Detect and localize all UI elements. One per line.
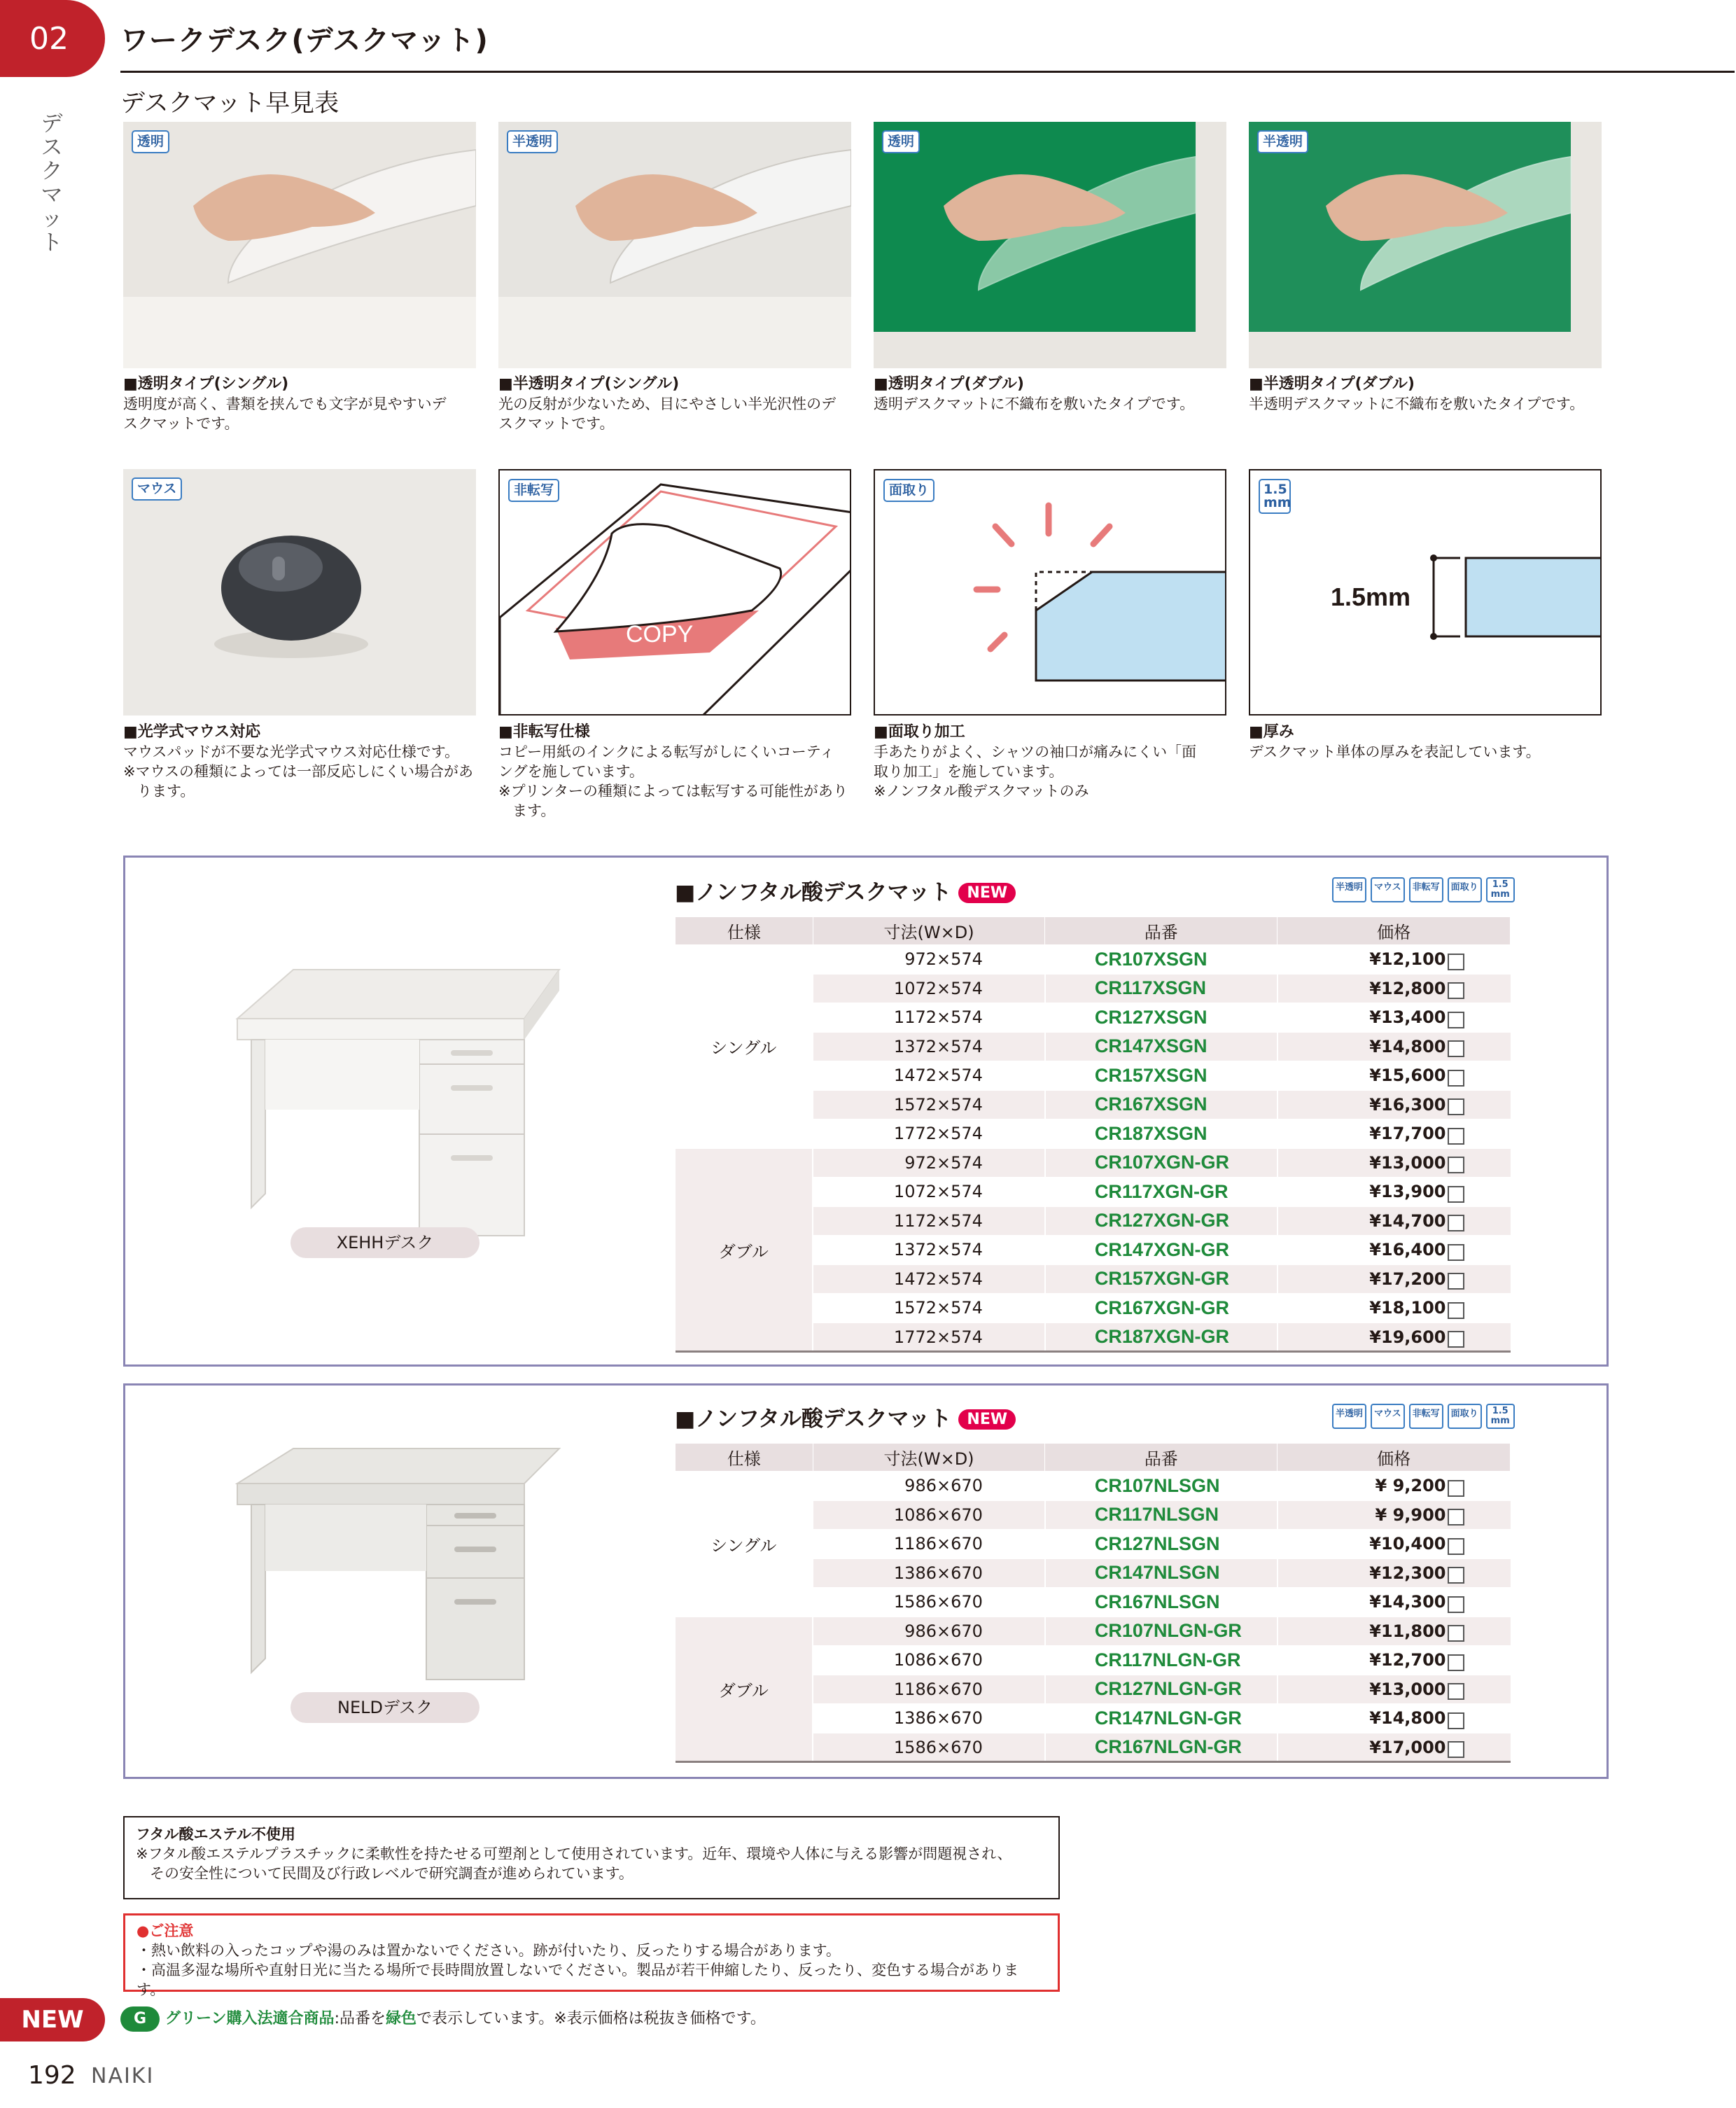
feature-text: ングを施しています。	[498, 763, 644, 780]
feature-photo-mouse	[123, 469, 476, 716]
phthalate-note-body: ※フタル酸エステルプラスチックに柔軟性を持たせる可塑剤として使用されています。近年、環境や人体に与える影響が問題視され、	[136, 1845, 1012, 1862]
green-purchase-label: グリーン購入法適合商品	[165, 2010, 335, 2027]
size-cell: 1472×574	[813, 1264, 1045, 1294]
code-cell: CR157XGN-GR	[1045, 1264, 1278, 1294]
clear-mat-photo	[123, 122, 476, 368]
product-title	[675, 874, 1016, 906]
side-label-char: マ	[41, 183, 63, 208]
table-header-row	[676, 1444, 1511, 1472]
feature-note: ※マウスの種類によっては一部反応しにくい場合があります。	[123, 763, 473, 800]
chamfer-icon: 面取り	[1448, 877, 1482, 902]
price-value: ¥16,300	[1369, 1094, 1446, 1115]
side-label-char: ッ	[41, 207, 63, 232]
neld-desk-photo	[230, 1442, 566, 1694]
chamfer-icon: 面取り	[1448, 1404, 1482, 1429]
feature-tag: 1.5 mm	[1259, 479, 1291, 514]
spec-cell: シングル	[676, 1472, 813, 1617]
product-title	[675, 1401, 1016, 1432]
mouse-icon: マウス	[1371, 1404, 1405, 1429]
feature-illus-chamfer	[874, 469, 1226, 716]
feature-title: ■光学式マウス対応	[123, 723, 261, 741]
price-cell	[1278, 1061, 1511, 1091]
feature-caption-clear-double	[874, 375, 1231, 414]
code-cell: CR117XGN-GR	[1045, 1178, 1278, 1207]
caution-line: ・熱い飲料の入ったコップや湯のみは置かないでください。跡が付いたり、反ったりする場合があります。	[136, 1942, 841, 1959]
feature-illus-thickness	[1249, 469, 1602, 716]
price-value: ¥12,100	[1369, 949, 1446, 970]
feature-tag: 透明	[882, 130, 920, 153]
price-value: ¥14,300	[1369, 1592, 1446, 1612]
code-cell: CR147NLGN-GR	[1045, 1704, 1278, 1733]
code-cell: CR147NLSGN	[1045, 1558, 1278, 1588]
feature-note: ※プリンターの種類によっては転写する可能性があります。	[498, 783, 848, 819]
price-value: ¥17,200	[1369, 1269, 1446, 1289]
code-cell: CR107NLGN-GR	[1045, 1617, 1278, 1646]
size-cell: 1372×574	[813, 1236, 1045, 1265]
page-title: ワークデスク(デスクマット)	[120, 25, 489, 57]
code-cell: CR187XGN-GR	[1045, 1322, 1278, 1352]
side-label-char: ス	[41, 135, 63, 160]
feature-text: コピー用紙のインクによる転写がしにくいコーティ	[498, 744, 835, 760]
code-cell: CR147XGN-GR	[1045, 1236, 1278, 1265]
price-value: ¥17,700	[1369, 1124, 1446, 1144]
page-number: 192	[28, 2061, 76, 2090]
feature-text: 透明度が高く、書類を挟んでも文字が見やすいデ	[123, 396, 447, 412]
price-cell	[1278, 1236, 1511, 1265]
spec-cell: シングル	[676, 945, 813, 1149]
non-transfer-icon: 非転写	[1409, 877, 1443, 902]
price-value: ¥14,800	[1369, 1708, 1446, 1729]
side-label-char: ク	[41, 159, 63, 184]
feature-caption-thickness	[1249, 723, 1606, 762]
feature-caption-semiclear-single	[498, 375, 855, 433]
feature-photo-semiclear-double	[1249, 122, 1602, 368]
feature-title: ■厚み	[1249, 723, 1294, 741]
semiclear-icon: 半透明	[1332, 1404, 1366, 1429]
code-cell: CR127NLSGN	[1045, 1530, 1278, 1559]
caution-box	[123, 1913, 1060, 1998]
table-row	[676, 1148, 1511, 1178]
price-table	[675, 916, 1511, 1353]
feature-title: ■透明タイプ(ダブル)	[874, 375, 1024, 393]
size-cell: 1772×574	[813, 1119, 1045, 1149]
price-cell	[1278, 1264, 1511, 1294]
feature-caption-semiclear-double	[1249, 375, 1606, 414]
feature-note: ※ノンフタル酸デスクマットのみ	[874, 783, 1089, 800]
new-badge: NEW	[958, 883, 1016, 903]
code-cell: CR117NLGN-GR	[1045, 1646, 1278, 1675]
product-title-text: ■ノンフタル酸デスクマット	[675, 1407, 952, 1432]
feature-tag: 半透明	[507, 130, 558, 153]
size-cell: 986×670	[813, 1472, 1045, 1501]
feature-text: スクマットです。	[123, 415, 239, 432]
size-cell: 1372×574	[813, 1032, 1045, 1061]
feature-icon-row	[1332, 877, 1515, 902]
price-value: ¥15,600	[1369, 1066, 1446, 1086]
legend-green-word: 緑色	[385, 2010, 416, 2027]
price-cell	[1278, 1704, 1511, 1733]
size-cell: 1086×670	[813, 1646, 1045, 1675]
brand-name: NAIKI	[91, 2064, 155, 2088]
size-cell: 1386×670	[813, 1558, 1045, 1588]
price-cell	[1278, 1472, 1511, 1501]
header-size: 寸法(W×D)	[813, 917, 1045, 945]
price-cell	[1278, 1675, 1511, 1704]
header-size: 寸法(W×D)	[813, 1444, 1045, 1472]
feature-caption-non-transfer	[498, 723, 855, 821]
size-cell: 1186×670	[813, 1675, 1045, 1704]
feature-tag: 非転写	[508, 479, 559, 502]
legend-text: :品番を	[334, 2010, 386, 2027]
price-value: ¥18,100	[1369, 1298, 1446, 1318]
legend-text: で表示しています。※表示価格は税抜き価格です。	[416, 2010, 766, 2027]
size-cell: 986×670	[813, 1617, 1045, 1646]
price-cell	[1278, 1617, 1511, 1646]
feature-text: 透明デスクマットに不織布を敷いたタイプです。	[874, 396, 1195, 412]
thickness-icon: 1.5 mm	[1486, 1404, 1515, 1429]
side-category-label	[38, 112, 66, 255]
desk-label: NELDデスク	[290, 1692, 479, 1723]
feature-title: ■半透明タイプ(シングル)	[498, 375, 680, 393]
code-cell: CR127NLGN-GR	[1045, 1675, 1278, 1704]
price-cell	[1278, 1646, 1511, 1675]
code-cell: CR127XSGN	[1045, 1003, 1278, 1033]
size-cell: 972×574	[813, 1148, 1045, 1178]
code-cell: CR167XSGN	[1045, 1090, 1278, 1119]
price-cell	[1278, 1206, 1511, 1236]
table-row	[676, 1617, 1511, 1646]
feature-title: ■面取り加工	[874, 723, 965, 741]
code-cell: CR117XSGN	[1045, 974, 1278, 1003]
feature-title: ■半透明タイプ(ダブル)	[1249, 375, 1415, 393]
size-cell: 1586×670	[813, 1588, 1045, 1617]
phthalate-note-title: フタル酸エステル不使用	[136, 1826, 296, 1843]
price-value: ¥13,900	[1369, 1182, 1446, 1202]
size-cell: 1072×574	[813, 974, 1045, 1003]
product-title-text: ■ノンフタル酸デスクマット	[675, 880, 952, 905]
size-cell: 1572×574	[813, 1294, 1045, 1323]
code-cell: CR147XSGN	[1045, 1032, 1278, 1061]
size-cell: 1086×670	[813, 1500, 1045, 1530]
spec-cell: ダブル	[676, 1617, 813, 1762]
price-cell	[1278, 1090, 1511, 1119]
side-label-char: ト	[41, 230, 63, 256]
price-cell	[1278, 1322, 1511, 1352]
feature-text: 半透明デスクマットに不織布を敷いたタイプです。	[1249, 396, 1585, 412]
feature-title: ■透明タイプ(シングル)	[123, 375, 289, 393]
price-cell	[1278, 945, 1511, 975]
price-value: ¥12,300	[1369, 1563, 1446, 1583]
thickness-icon: 1.5 mm	[1486, 877, 1515, 902]
semiclear-icon: 半透明	[1332, 877, 1366, 902]
caution-line: ・高温多湿な場所や直射日光に当たる場所で長時間放置しないでください。製品が若干伸縮したり、反ったり、変色する場合があります。	[136, 1962, 1018, 1998]
feature-tag: 面取り	[883, 479, 934, 502]
feature-title: ■非転写仕様	[498, 723, 590, 741]
price-cell	[1278, 1148, 1511, 1178]
feature-icon-row	[1332, 1404, 1515, 1429]
feature-text: スクマットです。	[498, 415, 615, 432]
table-row	[676, 1472, 1511, 1501]
thickness-label: 1.5mm	[1331, 582, 1411, 611]
table-row	[676, 945, 1511, 975]
price-cell	[1278, 1733, 1511, 1762]
feature-photo-semiclear-single	[498, 122, 851, 368]
header-code: 品番	[1045, 1444, 1278, 1472]
chamfer-illustration	[875, 470, 1226, 716]
mouse-icon: マウス	[1371, 877, 1405, 902]
desk-image	[230, 963, 566, 1243]
size-cell: 972×574	[813, 945, 1045, 975]
semiclear-double-mat-photo	[1249, 122, 1602, 368]
side-label-char: デ	[41, 111, 63, 137]
header-price: 価格	[1278, 1444, 1511, 1472]
code-cell: CR107NLSGN	[1045, 1472, 1278, 1501]
header-price: 価格	[1278, 917, 1511, 945]
caution-title: ●ご注意	[136, 1922, 194, 1939]
code-cell: CR107XGN-GR	[1045, 1148, 1278, 1178]
desk-label: XEHHデスク	[290, 1227, 479, 1258]
price-value: ¥12,700	[1369, 1650, 1446, 1670]
feature-tag: 半透明	[1257, 130, 1308, 153]
copy-text: COPY	[626, 621, 694, 648]
feature-text: 手あたりがよく、シャツの袖口が痛みにくい「面	[874, 744, 1197, 760]
code-cell: CR167NLSGN	[1045, 1588, 1278, 1617]
price-cell	[1278, 1530, 1511, 1559]
feature-caption-mouse	[123, 723, 480, 801]
price-value: ¥ 9,900	[1375, 1505, 1446, 1525]
mouse-photo	[123, 469, 476, 716]
price-value: ¥13,000	[1369, 1152, 1446, 1173]
section-number: 02	[29, 20, 69, 57]
feature-caption-clear-single	[123, 375, 480, 433]
product-box-neld	[123, 1383, 1609, 1779]
price-cell	[1278, 1500, 1511, 1530]
size-cell: 1472×574	[813, 1061, 1045, 1091]
feature-photo-clear-single	[123, 122, 476, 368]
xehh-desk-photo	[230, 963, 566, 1243]
header-spec: 仕様	[676, 917, 813, 945]
non-transfer-icon: 非転写	[1409, 1404, 1443, 1429]
product-box-xehh	[123, 856, 1609, 1367]
size-cell: 1572×574	[813, 1090, 1045, 1119]
feature-text: 光の反射が少ないため、目にやさしい半光沢性のデ	[498, 396, 836, 412]
price-cell	[1278, 1119, 1511, 1149]
price-value: ¥13,400	[1369, 1007, 1446, 1028]
price-value: ¥12,800	[1369, 978, 1446, 998]
non-transfer-illustration	[500, 470, 851, 716]
price-value: ¥ 9,200	[1375, 1476, 1446, 1496]
price-cell	[1278, 974, 1511, 1003]
thickness-illustration	[1250, 470, 1602, 716]
feature-tag: マウス	[132, 477, 182, 501]
feature-caption-chamfer	[874, 723, 1231, 801]
price-cell	[1278, 1294, 1511, 1323]
size-cell: 1386×670	[813, 1704, 1045, 1733]
price-value: ¥17,000	[1369, 1737, 1446, 1757]
code-cell: CR167XGN-GR	[1045, 1294, 1278, 1323]
feature-text: 取り加工」を施しています。	[874, 763, 1064, 780]
size-cell: 1772×574	[813, 1322, 1045, 1352]
clear-double-mat-photo	[874, 122, 1226, 368]
size-cell: 1172×574	[813, 1003, 1045, 1033]
phthalate-note	[123, 1816, 1060, 1899]
price-value: ¥19,600	[1369, 1327, 1446, 1347]
price-value: ¥10,400	[1369, 1534, 1446, 1554]
feature-illus-non-transfer	[498, 469, 851, 716]
section-number-tab	[0, 0, 105, 77]
phthalate-note-body: その安全性について民間及び行政レベルで研究調査が進められています。	[150, 1865, 634, 1882]
quick-reference-title: デスクマット早見表	[120, 90, 340, 118]
size-cell: 1172×574	[813, 1206, 1045, 1236]
green-purchase-icon: G	[120, 2006, 160, 2032]
table-header-row	[676, 917, 1511, 945]
size-cell: 1072×574	[813, 1178, 1045, 1207]
green-purchase-legend	[120, 2005, 766, 2033]
price-value: ¥14,800	[1369, 1036, 1446, 1056]
size-cell: 1586×670	[813, 1733, 1045, 1762]
price-cell	[1278, 1558, 1511, 1588]
code-cell: CR187XSGN	[1045, 1119, 1278, 1149]
new-legend-badge: NEW	[0, 1998, 105, 2041]
size-cell: 1186×670	[813, 1530, 1045, 1559]
code-cell: CR157XSGN	[1045, 1061, 1278, 1091]
code-cell: CR127XGN-GR	[1045, 1206, 1278, 1236]
semiclear-mat-photo	[498, 122, 851, 368]
code-cell: CR117NLSGN	[1045, 1500, 1278, 1530]
price-cell	[1278, 1178, 1511, 1207]
price-value: ¥14,700	[1369, 1210, 1446, 1231]
price-cell	[1278, 1032, 1511, 1061]
price-value: ¥13,000	[1369, 1679, 1446, 1699]
price-value: ¥16,400	[1369, 1240, 1446, 1260]
code-cell: CR107XSGN	[1045, 945, 1278, 975]
price-cell	[1278, 1003, 1511, 1033]
price-value: ¥11,800	[1369, 1621, 1446, 1641]
feature-text: デスクマット単体の厚みを表記しています。	[1249, 744, 1541, 760]
header-spec: 仕様	[676, 1444, 813, 1472]
price-cell	[1278, 1588, 1511, 1617]
header-code: 品番	[1045, 917, 1278, 945]
feature-text: マウスパッドが不要な光学式マウス対応仕様です。	[123, 744, 460, 760]
desk-image	[230, 1442, 566, 1694]
feature-tag: 透明	[132, 130, 169, 153]
feature-photo-clear-double	[874, 122, 1226, 368]
code-cell: CR167NLGN-GR	[1045, 1733, 1278, 1762]
title-divider	[120, 71, 1735, 73]
price-table	[675, 1443, 1511, 1763]
spec-cell: ダブル	[676, 1148, 813, 1352]
new-badge: NEW	[958, 1409, 1016, 1430]
